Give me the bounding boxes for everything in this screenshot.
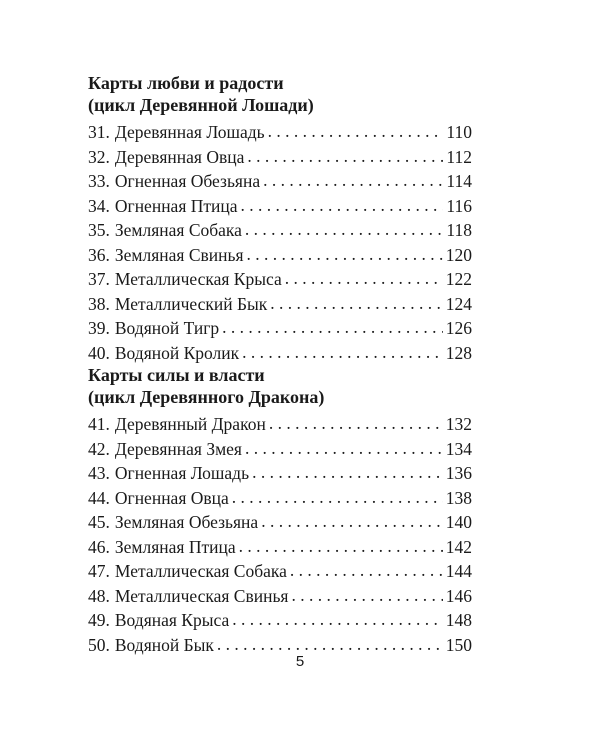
toc-entry [88,561,472,586]
toc-entry-number: 34. [88,195,110,216]
toc-entry-number: 36. [88,244,110,265]
section-title [88,364,472,408]
dot-leader [241,195,444,216]
dot-leader [222,317,443,338]
section-title-line1: Карты любви и радости [88,73,284,93]
toc-entry-number: 48. [88,585,110,606]
toc-entry-page: 138 [445,487,472,508]
toc-entry-title: Металлическая Собака [114,561,287,581]
section-title [88,72,472,116]
toc-entry-page: 132 [445,414,472,434]
toc-entry [88,196,472,221]
toc-entry-page: 110 [446,122,472,142]
dot-leader [217,634,443,655]
toc-entry-number: 45. [88,512,110,532]
dot-leader [239,536,443,557]
dot-leader [247,146,443,167]
toc-entry-title: Земляная Птица [114,536,236,557]
toc-entry-title: Деревянный Дракон [114,414,266,434]
dot-leader [242,342,443,363]
toc-entry-title: Огненная Птица [114,195,238,216]
toc-list [88,122,472,367]
toc-entry-page: 142 [445,536,472,557]
toc-entry-number: 33. [88,171,110,191]
toc-entry-number: 39. [88,318,110,338]
toc-entry-page: 118 [446,220,472,240]
dot-leader [290,560,443,581]
toc-entry-title: Металлическая Свинья [114,585,289,606]
toc-entry [88,171,472,196]
toc-entry-title: Земляная Свинья [114,244,244,265]
toc-entry [88,586,472,611]
toc-entry [88,245,472,270]
dot-leader [263,170,443,191]
toc-entry-title: Водяной Бык [114,634,214,655]
toc-entry [88,294,472,319]
toc-entry-page: 126 [445,318,472,338]
dot-leader [268,121,444,142]
toc-entry-page: 114 [446,171,472,191]
toc-entry [88,537,472,562]
toc-entry [88,220,472,245]
toc-entry-title: Металлический Бык [114,293,268,314]
toc-entry-title: Деревянная Лошадь [114,122,265,142]
toc-entry-number: 47. [88,561,110,581]
toc-entry-title: Земляная Собака [114,220,242,240]
toc-entry-number: 37. [88,269,110,289]
toc-entry-number: 42. [88,438,110,459]
dot-leader [245,438,443,459]
toc-entry [88,269,472,294]
dot-leader [245,219,443,240]
toc-entry-title: Огненная Обезьяна [114,171,261,191]
dot-leader [232,609,443,630]
toc-entry-title: Деревянная Змея [114,438,242,459]
toc-entry-number: 46. [88,536,110,557]
toc-entry [88,318,472,343]
section-title-line2: (цикл Деревянного Дракона) [88,387,325,407]
toc-entry-number: 49. [88,610,110,630]
toc-entry-page: 128 [445,342,472,363]
dot-leader [232,487,443,508]
toc-section-love-and-joy [88,72,472,367]
toc-entry [88,512,472,537]
toc-entry-title: Огненная Овца [114,487,229,508]
toc-entry-page: 134 [445,438,472,459]
toc-entry-page: 150 [445,634,472,655]
toc-entry-page: 140 [445,512,472,532]
toc-entry-number: 38. [88,293,110,314]
toc-entry-title: Деревянная Овца [114,146,245,167]
dot-leader [261,511,443,532]
dot-leader [291,585,442,606]
toc-entry-title: Водяной Кролик [114,342,240,363]
toc-entry-page: 136 [445,463,472,483]
toc-entry-number: 50. [88,634,110,655]
dot-leader [285,268,443,289]
toc-entry-title: Огненная Лошадь [114,463,250,483]
toc-entry-page: 116 [446,195,472,216]
dot-leader [269,413,443,434]
toc-entry-page: 148 [445,610,472,630]
dot-leader [270,293,442,314]
toc-entry [88,463,472,488]
toc-section-power-and-authority [88,364,472,659]
toc-entry-title: Металлическая Крыса [114,269,282,289]
toc-entry-title: Земляная Обезьяна [114,512,259,532]
section-title-line2: (цикл Деревянной Лошади) [88,95,314,115]
toc-entry-number: 32. [88,146,110,167]
toc-entry [88,439,472,464]
section-title-line1: Карты силы и власти [88,365,265,385]
toc-entry [88,488,472,513]
dot-leader [252,462,443,483]
toc-entry [88,147,472,172]
toc-entry-number: 41. [88,414,110,434]
toc-entry-title: Водяная Крыса [114,610,230,630]
toc-entry-page: 120 [445,244,472,265]
dot-leader [247,244,443,265]
toc-entry-number: 43. [88,463,110,483]
toc-entry-number: 31. [88,122,110,142]
toc-entry-title: Водяной Тигр [114,318,220,338]
toc-entry-page: 144 [445,561,472,581]
toc-entry [88,610,472,635]
toc-entry [88,414,472,439]
toc-entry [88,122,472,147]
toc-entry-page: 112 [446,146,472,167]
toc-entry-page: 122 [445,269,472,289]
toc-entry-number: 40. [88,342,110,363]
toc-entry-number: 44. [88,487,110,508]
toc-entry-page: 146 [445,585,472,606]
toc-list [88,414,472,659]
page-number: 5 [295,653,305,670]
toc-entry-number: 35. [88,220,110,240]
toc-entry-page: 124 [445,293,472,314]
